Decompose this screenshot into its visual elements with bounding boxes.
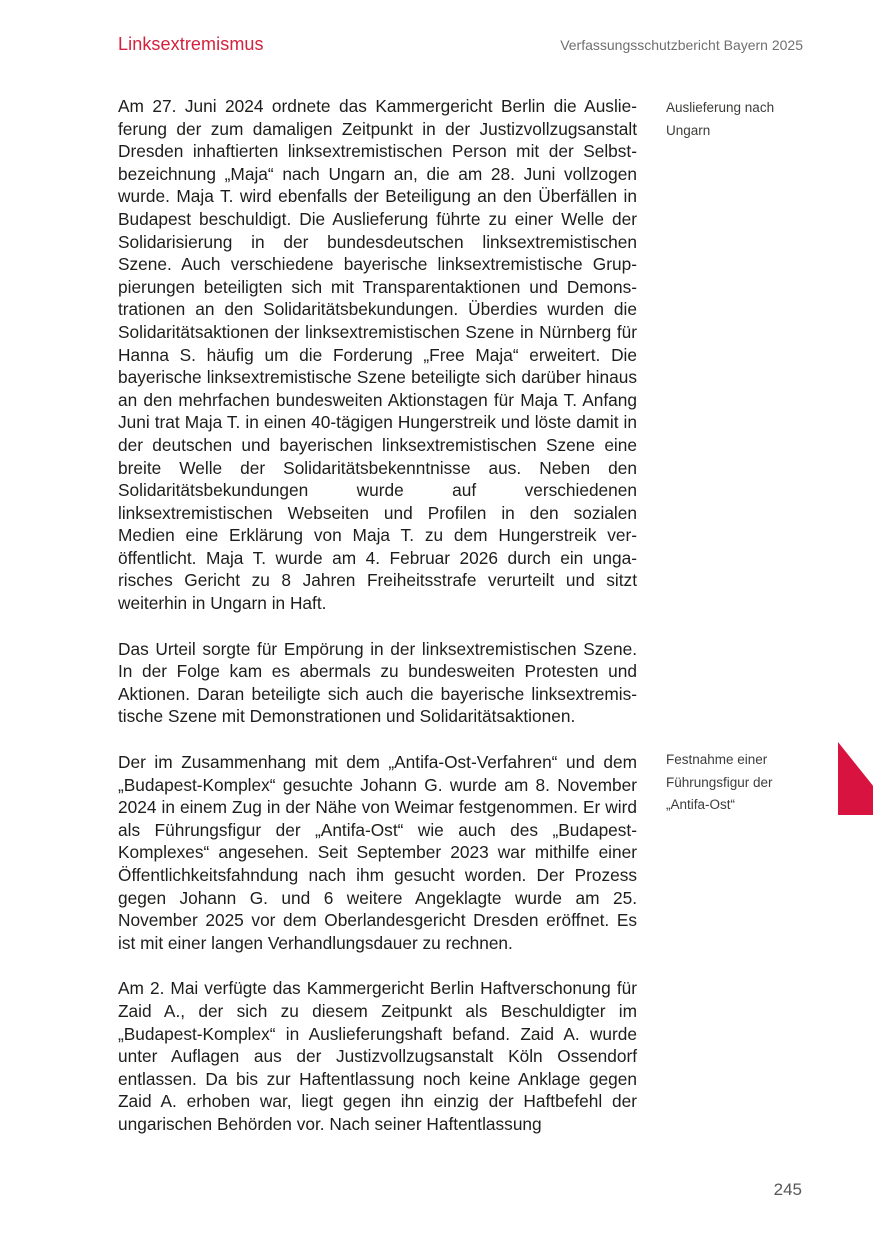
paragraph-verdict-reaction: Das Urteil sorgte für Empörung in der linksextremistischen Szene. In der Folge kam es abermals zu bundesweiten Protesten und Aktionen. Daran beteiligte sich auch die bayerische linksextremistische Szene mit Demonstrationen und Solidaritätsaktionen. [118,638,637,727]
section-title: Linksextremismus [118,34,264,54]
chapter-tab-marker [838,742,873,815]
main-text-column [118,95,637,1159]
paragraph-johann-g-arrest: Der im Zusammenhang mit dem „Antifa-Ost-Verfahren“ und dem „Budapest-Komplex“ gesuchte Johann G. wurde am 8. November 2024 in einem Zug in der Nähe von Weimar festgenommen. Er wird als Führungsfigur der „Antifa-Ost“ wie auch des „Budapest-Komplexes“ angesehen. Seit September 2023 war mithilfe einer Öffentlichkeitsfahndung nach ihm gesucht worden. Der Prozess gegen Johann G. und 6 weitere Angeklagte wurde am 25. November 2025 vor dem Oberlandesgericht Dresden eröffnet. Es ist mit einer langen Verhandlungsdauer zu rechnen. [118,752,637,953]
paragraph-maja-extradition: Am 27. Juni 2024 ordnete das Kammergericht Berlin die Auslieferung der zum damaligen Zeitpunkt in der Justizvollzugsanstalt Dresden inhaftierten linksextremistischen Person mit der Selbstbezeichnung „Maja“ nach Ungarn an, die am 28. Juni vollzogen wurde. Maja T. wird ebenfalls der Beteiligung an den Überfällen in Budapest beschuldigt. Die Auslieferung führte zu einer Welle der Solidarisierung in der bundesdeutschen linksextremistischen Szene. Auch verschiedene bayerische linksextremistische Gruppierungen beteiligten sich mit Transparentaktionen und Demonstrationen an den Solidaritätsbekundungen. Überdies wurden die Solidaritätsaktionen der linksextremistischen Szene in Nürnberg für Hanna S. häufig um die Forderung „Free Maja“ erweitert. Die bayerische linksextremistische Szene beteiligte sich darüber hinaus an den mehrfachen bundesweiten Aktionstagen für Maja T. Anfang Juni trat Maja T. in einen 40-tägigen Hungerstreik und löste damit in der deutschen und bayerischen linksextremistischen Szene eine breite Welle der Solidaritätsbekenntnisse aus. Neben den Solidaritätsbekundungen wurde auf verschiedenen linksextremistischen Webseiten und Profilen in den sozialen Medien eine Erklärung von Maja T. zu dem Hungerstreik veröffentlicht. Maja T. wurde am 4. Februar 2026 durch ein ungarisches Gericht zu 8 Jahren Freiheitsstrafe verurteilt und sitzt weiterhin in Ungarn in Haft. [118,96,637,614]
paragraph-zaid-a-release: Am 2. Mai verfügte das Kammergericht Berlin Haftverschonung für Zaid A., der sich zu diesem Zeitpunkt als Beschuldigter im „Budapest-Komplex“ in Auslieferungshaft befand. Zaid A. wurde unter Auflagen aus der Justizvollzugsanstalt Köln Ossendorf entlassen. Da bis zur Haftentlassung noch keine Anklage gegen Zaid A. erhoben war, liegt gegen ihn einzig der Haftbefehl der ungarischen Behörden vor. Nach seiner Haftentlassung [118,978,637,1134]
document-title: Verfassungsschutzbericht Bayern 2025 [560,37,803,53]
margin-note-arrest: Festnahme einer Führungsfigur der „Antifa-Ost“ [666,752,773,812]
margin-note-extradition: Auslieferung nach Ungarn [666,100,775,138]
page-number: 245 [773,1180,802,1199]
